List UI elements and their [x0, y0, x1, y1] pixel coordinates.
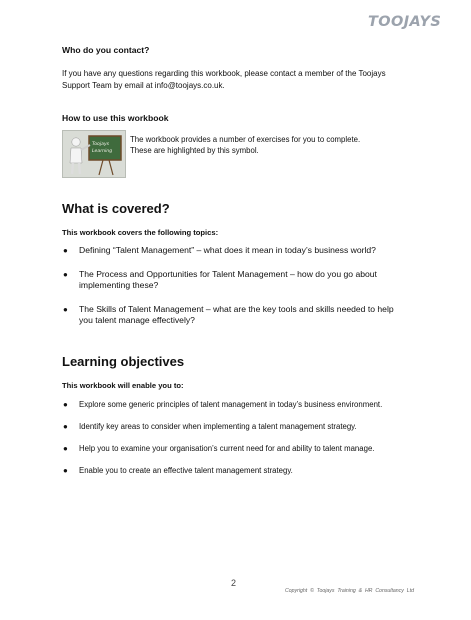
contact-line-2: Support Team by email at info@toojays.co.uk. [62, 80, 225, 90]
topic-line-2: implementing these? [79, 280, 159, 290]
topic-item [62, 269, 412, 291]
usage-line-1: The workbook provides a number of exercises for you to complete. [130, 135, 361, 144]
board-text-line-1: Toojays [92, 142, 110, 147]
usage-heading: How to use this workbook [62, 113, 169, 123]
objectives-intro: This workbook will enable you to: [62, 381, 184, 390]
covered-intro: This workbook covers the following topics: [62, 228, 219, 237]
contact-heading: Who do you contact? [62, 45, 150, 55]
bullet-icon: ● [63, 270, 68, 279]
bullet-icon: ● [63, 246, 68, 255]
topics-list [62, 245, 412, 339]
brand-logo: TOOJAYS [368, 14, 442, 30]
objective-item [62, 399, 412, 410]
usage-line-2: These are highlighted by this symbol. [130, 146, 259, 155]
bullet-icon: ● [63, 305, 68, 314]
page-number: 2 [231, 578, 237, 588]
teacher-board-icon [63, 131, 125, 177]
bullet-icon: ● [63, 422, 68, 431]
objective-item [62, 421, 412, 432]
objective-text: Enable you to create an effective talent management strategy. [79, 466, 293, 475]
topic-line-2: you talent manage effectively? [79, 315, 195, 325]
objective-item [62, 443, 412, 454]
objective-text: Help you to examine your organisation’s current need for and ability to talent manage. [79, 444, 375, 453]
usage-paragraph [130, 134, 360, 156]
topic-line-1: The Skills of Talent Management – what are the key tools and skills needed to help [79, 304, 394, 314]
contact-line-1: If you have any questions regarding this workbook, please contact a member of the Toojays [62, 69, 386, 78]
covered-heading: What is covered? [62, 201, 170, 216]
bullet-icon: ● [63, 444, 68, 453]
objective-item [62, 465, 412, 476]
topic-line-1: Defining “Talent Management” – what does it mean in today’s business world? [79, 245, 376, 255]
topic-line-1: The Process and Opportunities for Talent Management – how do you go about [79, 269, 377, 279]
objective-text: Identify key areas to consider when implementing a talent management strategy. [79, 422, 357, 431]
objectives-heading: Learning objectives [62, 354, 185, 369]
copyright-notice: Copyright © Toojays Training & HR Consultancy Ltd [285, 588, 414, 594]
objectives-list [62, 399, 412, 487]
exercise-symbol-image [62, 130, 126, 178]
board-text-line-2: Learning [92, 149, 113, 154]
topic-item [62, 245, 412, 256]
topic-item [62, 304, 412, 326]
bullet-icon: ● [63, 466, 68, 475]
contact-paragraph [62, 68, 386, 91]
bullet-icon: ● [63, 400, 68, 409]
objective-text: Explore some generic principles of talent management in today’s business environment. [79, 400, 383, 409]
